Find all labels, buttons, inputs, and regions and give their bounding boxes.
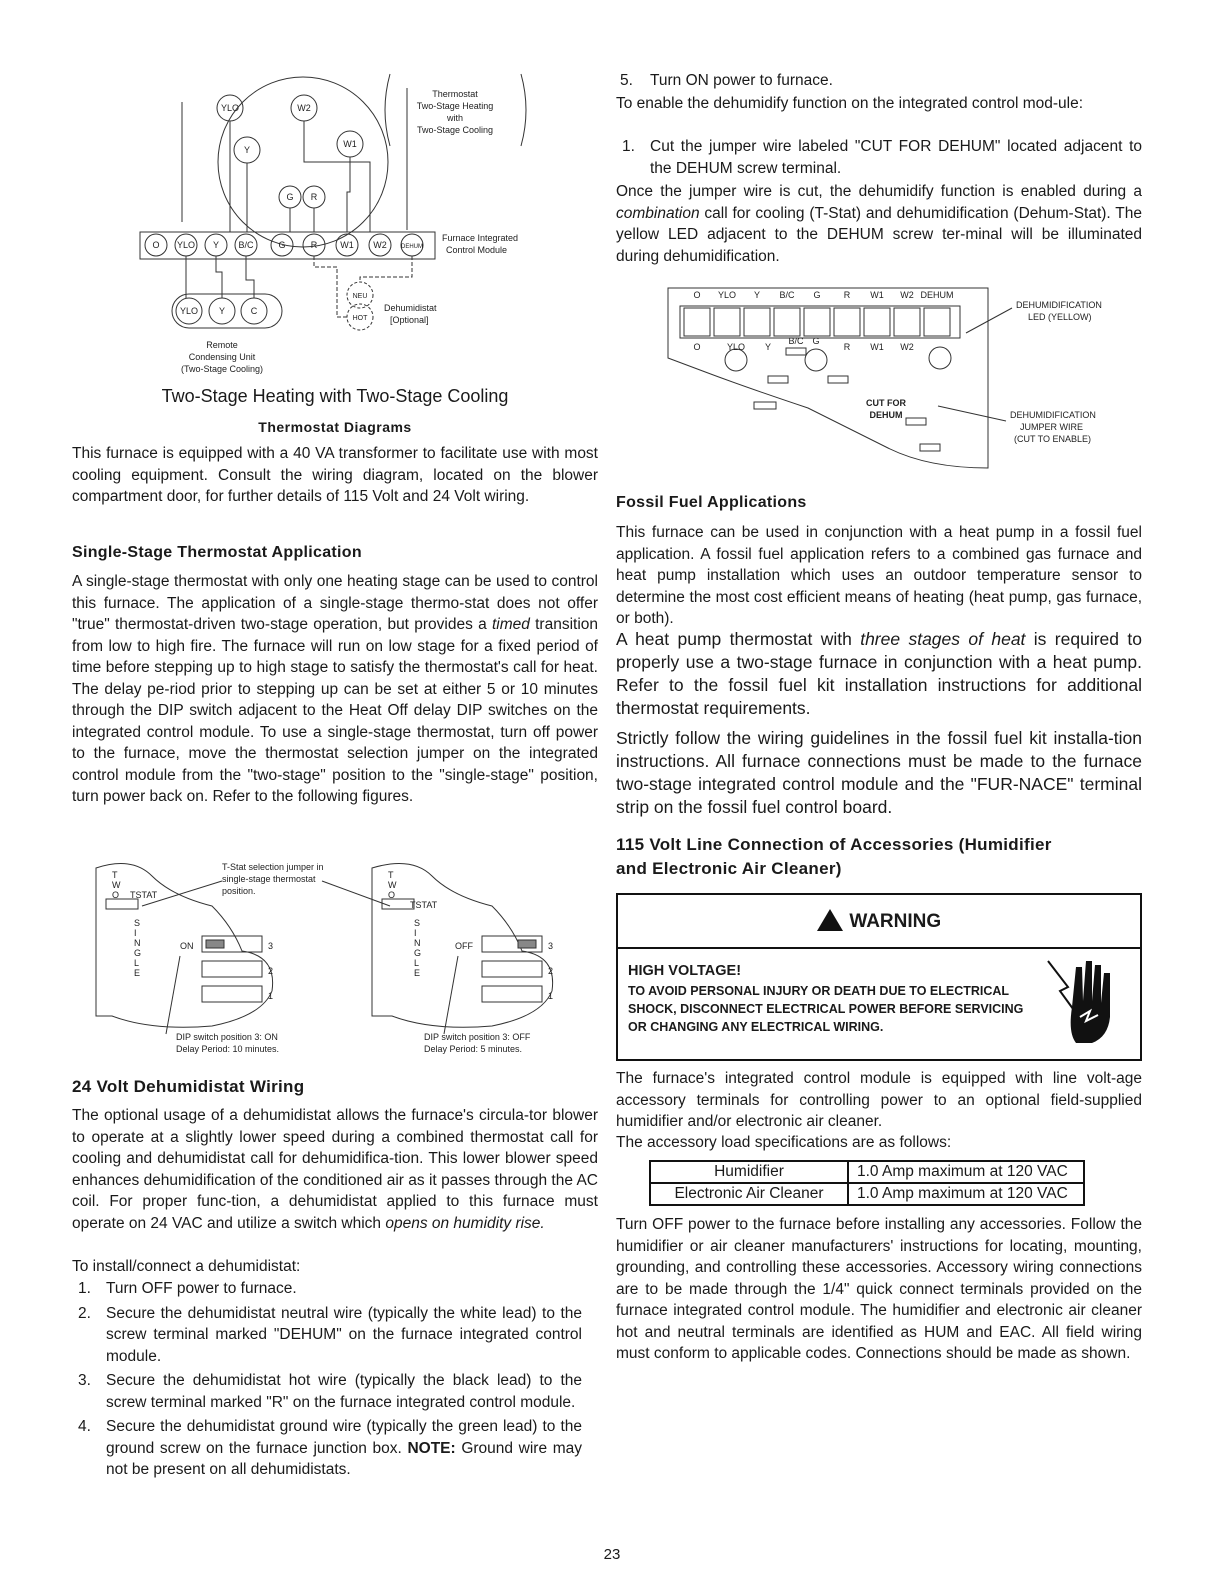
- accessories-heading: [616, 833, 1052, 881]
- board-top-label: W1: [870, 290, 884, 300]
- enable-paragraph: To enable the dehumidify function on the integrated control mod-ule:: [616, 95, 1084, 112]
- condensing-terminal: C: [250, 306, 258, 316]
- position-number: 3: [268, 941, 274, 951]
- single-letter: S: [134, 918, 141, 928]
- table-cell: 1.0 Amp maximum at 120 VAC: [848, 1183, 1084, 1205]
- dehumidistat-heading: 24 Volt Dehumidistat Wiring: [72, 1077, 305, 1096]
- position-number: 2: [268, 966, 274, 976]
- board-bottom-label: W2: [900, 342, 914, 352]
- single-letter: I: [414, 928, 417, 938]
- off-label: OFF: [455, 941, 473, 951]
- two-letter: W: [388, 880, 397, 890]
- board-top-label: O: [693, 290, 701, 300]
- board-top-label: DEHUM: [920, 290, 954, 300]
- tstat-terminal: R: [310, 192, 318, 202]
- board-top-label: W2: [900, 290, 914, 300]
- accessory-spec-table: [649, 1160, 1085, 1206]
- accessories-paragraph-2: The accessory load specifications are as follows:: [616, 1134, 952, 1151]
- diagram-subcaption: Thermostat Diagrams: [258, 419, 412, 435]
- single-letter: G: [414, 948, 422, 958]
- on-label: ON: [180, 941, 194, 951]
- single-letter: L: [134, 958, 140, 968]
- module-terminal: G: [278, 240, 286, 250]
- table-row: [650, 1161, 1084, 1183]
- accessories-heading-line: 115 Volt Line Connection of Accessories (Humidifier: [616, 835, 1052, 854]
- tstat-terminal: G: [286, 192, 294, 202]
- single-stage-paragraph: A single-stage thermostat with only one heating stage can be used to control this furnace. The application of a single-stage thermo-stat does not offer "true" thermostat-driven two-stage operation, but provides a timed transition from low to high fire. The furnace will run on low stage for a fixed period of time before stepping up to high stage to satisfy the thermostat's call for heat. The delay pe-riod prior to stepping up can be set at either 5 or 10 minutes through the DIP switch adjacent to the Heat Off delay DIP switches on the integrated control module. To use a single-stage thermostat, turn off power to the furnace, move the thermostat selection jumper on the integrated control module from the "two-stage" position to the "single-stage" position, turn power back on. Refer to the following figures.: [72, 573, 599, 805]
- jumper-note: T-Stat selection jumper in: [222, 862, 324, 872]
- tstat-terminal: W1: [343, 139, 357, 149]
- position-number: 1: [268, 991, 274, 1001]
- tstat-label: TSTAT: [410, 900, 438, 910]
- list-item: 3. Secure the dehumidistat hot wire (typically the black lead) to the screw terminal marked "R" on the furnace integrated control module.: [78, 1372, 582, 1411]
- led-label: DEHUMIDIFICATION: [1016, 300, 1102, 310]
- single-letter: G: [134, 948, 142, 958]
- tstat-terminal: W2: [297, 103, 311, 113]
- list-item: 2. Secure the dehumidistat neutral wire (typically the white lead) to the screw terminal marked "DEHUM" on the furnace integrated control module.: [78, 1304, 582, 1365]
- page-number: 23: [603, 1546, 621, 1563]
- tstat-terminal: Y: [243, 145, 251, 155]
- tstat-terminal: YLO: [220, 103, 240, 113]
- once-paragraph: Once the jumper wire is cut, the dehumidify function is enabled during a combination call for cooling (T-Stat) and dehumidification (Dehum-Stat). The yellow LED adjacent to the DEHUM screw ter-minal will be illuminated during dehumidification.: [616, 183, 1142, 265]
- list-item: 4. Secure the dehumidistat ground wire (typically the green lead) to the ground screw on the furnace junction box. NOTE: Ground wire may not be present on all dehumidistats.: [78, 1418, 582, 1478]
- accessories-heading-line: and Electronic Air Cleaner): [616, 859, 842, 878]
- fossil-paragraph-3: Strictly follow the wiring guidelines in the fossil fuel kit installa-tion instructions. All furnace connections must be made to the furnace two-stage integrated control module and the "FUR-NACE" terminal strip on the fossil fuel control board.: [616, 728, 1142, 817]
- accessories-paragraph-1: The furnace's integrated control module is equipped with line volt-age accessory terminals for controlling power to an optional field-supplied humidifier and/or electronic air cleaner.: [616, 1070, 1142, 1130]
- single-stage-heading: Single-Stage Thermostat Application: [72, 544, 362, 561]
- cut-label: CUT FOR: [866, 398, 906, 408]
- board-bottom-label: YLO: [726, 342, 746, 352]
- dehumidistat-terminal: HOT: [352, 315, 368, 322]
- warning-body: TO AVOID PERSONAL INJURY OR DEATH DUE TO ELECTRICAL SHOCK, DISCONNECT ELECTRICAL POWER BEFORE SERVICING OR CHANGING ANY ELECTRICAL WIRING.: [628, 984, 1024, 1034]
- warning-box: [616, 893, 1142, 1061]
- dehumidistat-terminal: NEU: [352, 293, 368, 300]
- condensing-label: (Two-Stage Cooling): [180, 364, 264, 374]
- condensing-label: Condensing Unit: [188, 352, 256, 362]
- module-terminal: Y: [212, 240, 220, 250]
- two-letter: T: [112, 870, 118, 880]
- control-board-diagram: [628, 278, 1128, 478]
- board-top-label: Y: [753, 290, 761, 300]
- table-cell: 1.0 Amp maximum at 120 VAC: [848, 1161, 1084, 1183]
- electrical-hazard-icon: [1046, 957, 1116, 1047]
- dehumidistat-paragraph: The optional usage of a dehumidistat allows the furnace's circula-tor blower to operate at a slightly lower speed during a combined thermostat call for cooling and dehumidistat call for dehumidifica-tion. This lower blower speed enhances dehumidification of the conditioned air as it passes through the AC coil. For proper func-tion, a dehumidistat applied to this furnace must operate on 24 VAC and utilize a switch which opens on humidity rise.: [72, 1107, 598, 1232]
- fossil-fuel-heading: Fossil Fuel Applications: [616, 494, 807, 511]
- jumper-note: single-stage thermostat: [222, 874, 316, 884]
- single-letter: N: [414, 938, 421, 948]
- jumper-label: JUMPER WIRE: [1020, 422, 1083, 432]
- condensing-terminal: YLO: [179, 306, 199, 316]
- warning-headline: HIGH VOLTAGE!: [628, 963, 742, 979]
- list-item: 1. Turn OFF power to furnace.: [78, 1280, 297, 1297]
- position-number: 1: [548, 991, 554, 1001]
- condensing-terminal: Y: [218, 306, 226, 316]
- dehumidistat-label: Dehumidistat: [384, 303, 437, 313]
- intro-paragraph: This furnace is equipped with a 40 VA transformer to facilitate use with most cooling equipment. Consult the wiring diagram, located on the blower compartment door, for further details of 115 Volt and 24 Volt wiring.: [72, 445, 598, 505]
- warning-title: WARNING: [849, 911, 942, 932]
- board-bottom-label: O: [693, 342, 701, 352]
- module-terminal: R: [310, 240, 318, 250]
- dip-switch-diagram: [72, 856, 598, 1056]
- single-letter: I: [134, 928, 137, 938]
- two-letter: W: [112, 880, 121, 890]
- warning-header: [618, 895, 1140, 949]
- module-terminal: YLO: [176, 240, 196, 250]
- board-top-label: B/C: [779, 290, 795, 300]
- left-caption: DIP switch position 3: ON: [176, 1032, 278, 1042]
- step-5: 5. Turn ON power to furnace.: [620, 72, 833, 89]
- single-letter: S: [414, 918, 421, 928]
- position-number: 3: [548, 941, 554, 951]
- module-terminal: W2: [373, 240, 387, 250]
- module-terminal: W1: [340, 240, 354, 250]
- install-steps: [72, 1278, 582, 1481]
- jumper-label: DEHUMIDIFICATION: [1010, 410, 1096, 420]
- board-bottom-label: B/C: [788, 336, 804, 346]
- accessories-paragraph-3: Turn OFF power to the furnace before installing any accessories. Follow the humidifier or air cleaner manufacturers' instructions for locating, mounting, grounding, and controlling these accessories. Accessory wiring connections are to be made through the 1/4" quick connect terminals provided on the furnace integrated control module. The humidifier and electronic air cleaner hot and neutral terminals are identified as HUM and EAC. All field wiring must conform to applicable codes. Connections should be made as shown.: [616, 1216, 1142, 1362]
- single-letter: E: [414, 968, 421, 978]
- thermostat-wiring-diagram: [72, 62, 598, 380]
- table-cell: Electronic Air Cleaner: [650, 1183, 848, 1205]
- board-bottom-label: R: [843, 342, 851, 352]
- two-letter: O: [112, 890, 120, 900]
- cut-label: DEHUM: [869, 410, 903, 420]
- single-letter: N: [134, 938, 141, 948]
- module-terminal: O: [152, 240, 160, 250]
- left-caption: Delay Period: 10 minutes.: [176, 1044, 280, 1054]
- board-top-label: R: [843, 290, 851, 300]
- position-number: 2: [548, 966, 554, 976]
- install-intro: To install/connect a dehumidistat:: [72, 1258, 301, 1275]
- right-caption: DIP switch position 3: OFF: [424, 1032, 531, 1042]
- single-letter: L: [414, 958, 420, 968]
- board-top-label: YLO: [717, 290, 737, 300]
- led-label: LED (YELLOW): [1028, 312, 1092, 322]
- jumper-label: (CUT TO ENABLE): [1014, 434, 1092, 444]
- module-label: Control Module: [446, 245, 508, 255]
- warning-icon: [817, 909, 843, 931]
- two-letter: T: [388, 870, 394, 880]
- fossil-paragraph-1: This furnace can be used in conjunction with a heat pump in a fossil fuel application. A fossil fuel application refers to a combined gas furnace and heat pump installation which uses an outdoor temperature sensor to determine the most cost efficient means of heating (heat pump, gas furnace, or both).: [616, 524, 1142, 627]
- thermostat-label: Thermostat: [432, 89, 478, 99]
- module-label: Furnace Integrated: [442, 233, 519, 243]
- module-terminal: DEHUM: [401, 244, 423, 250]
- board-bottom-label: Y: [764, 342, 772, 352]
- board-top-label: G: [813, 290, 821, 300]
- fossil-paragraph-2: A heat pump thermostat with three stages of heat is required to properly use a two-stage furnace in conjunction with a heat pump. Refer to the fossil fuel kit installation instructions for additional thermostat requirements.: [616, 629, 1142, 718]
- thermostat-label: Two-Stage Heating: [416, 101, 494, 111]
- two-letter: O: [388, 890, 396, 900]
- cut-step: 1. Cut the jumper wire labeled "CUT FOR DEHUM" located adjacent to the DEHUM screw terminal.: [622, 138, 1142, 177]
- tstat-label: TSTAT: [130, 890, 158, 900]
- single-letter: E: [134, 968, 141, 978]
- right-caption: Delay Period: 5 minutes.: [424, 1044, 523, 1054]
- table-row: [650, 1183, 1084, 1205]
- board-bottom-label: W1: [870, 342, 884, 352]
- thermostat-label: Two-Stage Cooling: [416, 125, 494, 135]
- thermostat-label: with: [446, 113, 464, 123]
- diagram-caption: Two-Stage Heating with Two-Stage Cooling: [161, 386, 509, 406]
- module-terminal: B/C: [238, 240, 254, 250]
- jumper-note: position.: [222, 886, 256, 896]
- condensing-label: Remote: [206, 340, 238, 350]
- board-bottom-label: G: [812, 336, 820, 346]
- dehumidistat-label: [Optional]: [390, 315, 429, 325]
- table-cell: Humidifier: [650, 1161, 848, 1183]
